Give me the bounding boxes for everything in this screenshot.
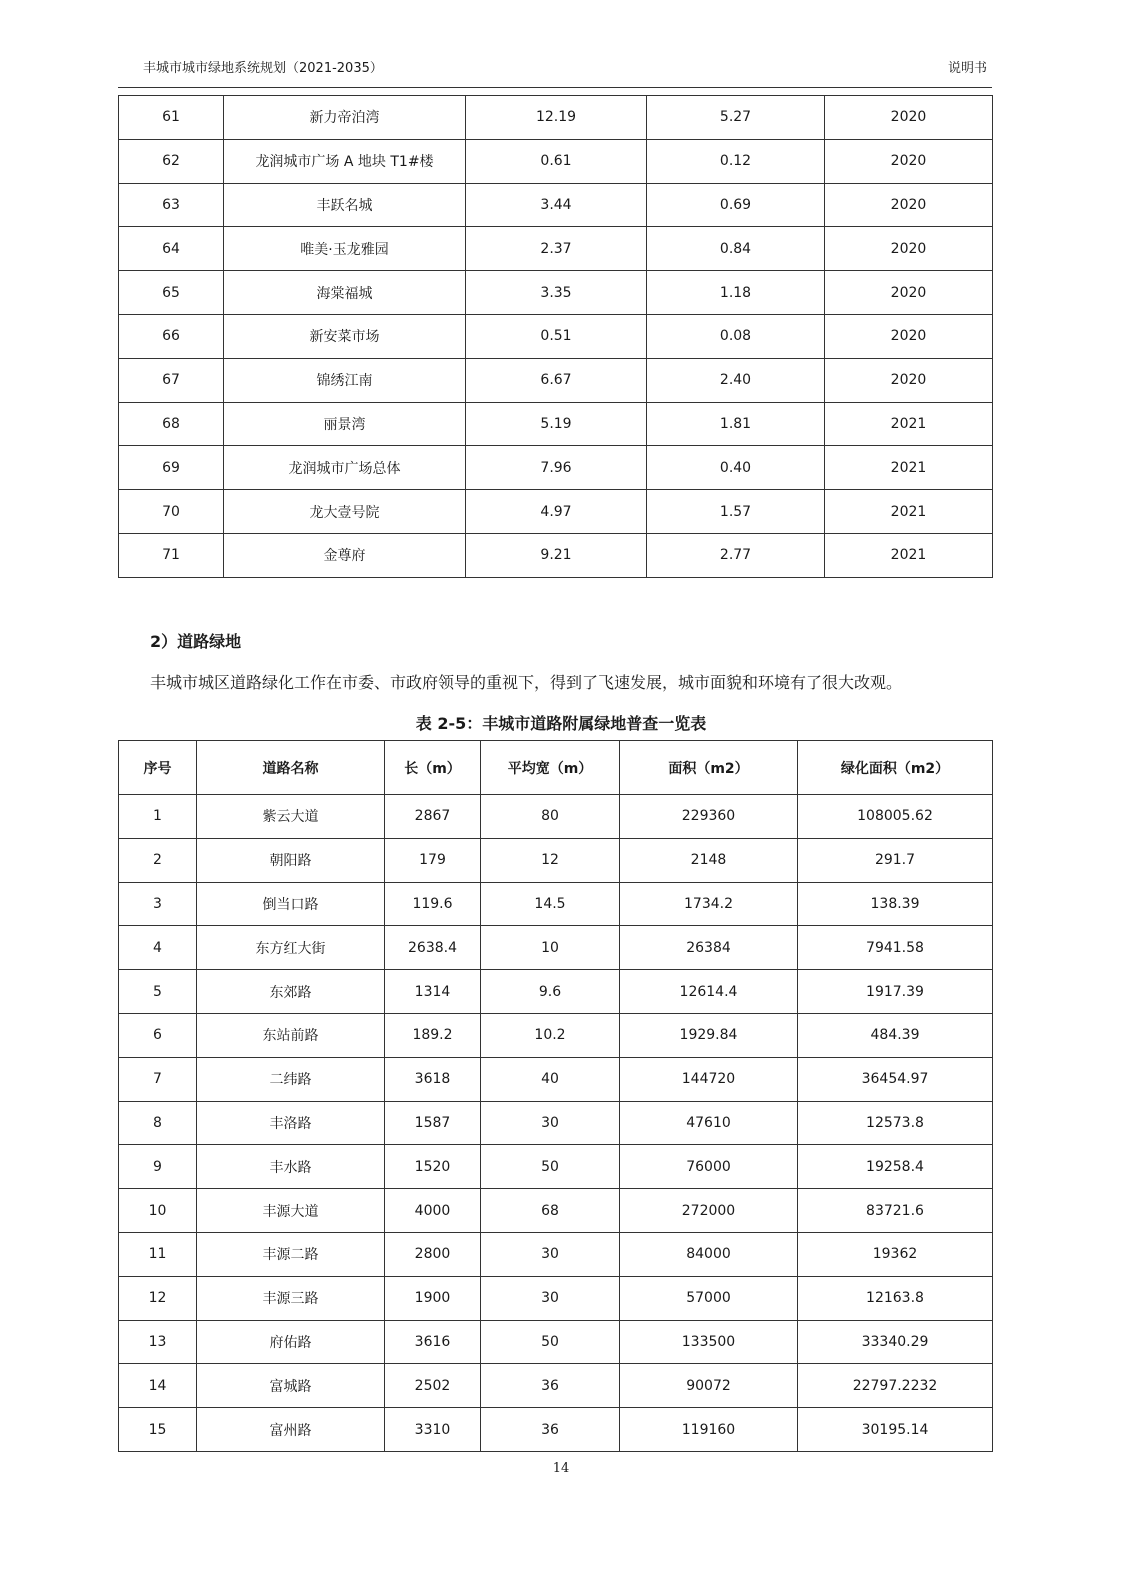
cell-road-name: 富州路 — [197, 1408, 385, 1452]
cell-length: 4000 — [385, 1189, 481, 1233]
header-divider — [118, 87, 992, 88]
cell-average-width: 50 — [481, 1145, 620, 1189]
cell-average-width: 80 — [481, 795, 620, 839]
cell-year: 2020 — [825, 358, 993, 402]
cell-name: 唯美·玉龙雅园 — [224, 227, 466, 271]
cell-green-area: 7941.58 — [798, 926, 993, 970]
greenspace-table-continued — [118, 95, 993, 578]
cell-value-2: 2.40 — [647, 358, 825, 402]
cell-area: 47610 — [620, 1101, 798, 1145]
greenspace-table-body — [119, 96, 993, 578]
cell-green-area: 19362 — [798, 1232, 993, 1276]
cell-name: 新安菜市场 — [224, 314, 466, 358]
cell-index: 12 — [119, 1276, 197, 1320]
cell-value-2: 0.08 — [647, 314, 825, 358]
document-section-label: 说明书 — [947, 61, 987, 76]
cell-length: 189.2 — [385, 1013, 481, 1057]
cell-area: 2148 — [620, 838, 798, 882]
cell-road-name: 丰洛路 — [197, 1101, 385, 1145]
cell-value-1: 7.96 — [466, 446, 647, 490]
cell-green-area: 83721.6 — [798, 1189, 993, 1233]
header-road-name: 道路名称 — [197, 741, 385, 795]
cell-index: 2 — [119, 838, 197, 882]
cell-road-name: 富城路 — [197, 1364, 385, 1408]
cell-value-2: 2.77 — [647, 533, 825, 577]
cell-average-width: 36 — [481, 1364, 620, 1408]
cell-average-width: 12 — [481, 838, 620, 882]
cell-index: 66 — [119, 314, 224, 358]
cell-green-area: 36454.97 — [798, 1057, 993, 1101]
cell-green-area: 291.7 — [798, 838, 993, 882]
cell-average-width: 14.5 — [481, 882, 620, 926]
cell-value-1: 5.19 — [466, 402, 647, 446]
cell-name: 龙润城市广场 A 地块 T1#楼 — [224, 139, 466, 183]
cell-value-1: 4.97 — [466, 490, 647, 534]
cell-index: 5 — [119, 970, 197, 1014]
cell-average-width: 10 — [481, 926, 620, 970]
cell-area: 272000 — [620, 1189, 798, 1233]
header-average-width: 平均宽（m） — [481, 741, 620, 795]
cell-index: 61 — [119, 96, 224, 140]
cell-length: 2800 — [385, 1232, 481, 1276]
cell-year: 2021 — [825, 490, 993, 534]
road-greenspace-table — [118, 740, 993, 1452]
cell-value-1: 12.19 — [466, 96, 647, 140]
cell-value-2: 1.18 — [647, 271, 825, 315]
table-header-row — [119, 741, 993, 795]
table-row — [119, 1276, 993, 1320]
cell-road-name: 府佑路 — [197, 1320, 385, 1364]
cell-average-width: 40 — [481, 1057, 620, 1101]
cell-value-2: 5.27 — [647, 96, 825, 140]
table-row — [119, 227, 993, 271]
cell-green-area: 30195.14 — [798, 1408, 993, 1452]
cell-index: 1 — [119, 795, 197, 839]
cell-length: 119.6 — [385, 882, 481, 926]
cell-green-area: 22797.2232 — [798, 1364, 993, 1408]
cell-value-1: 0.51 — [466, 314, 647, 358]
cell-name: 龙大壹号院 — [224, 490, 466, 534]
cell-index: 63 — [119, 183, 224, 227]
table-row — [119, 1232, 993, 1276]
table-row — [119, 926, 993, 970]
table-row — [119, 838, 993, 882]
cell-index: 62 — [119, 139, 224, 183]
cell-index: 65 — [119, 271, 224, 315]
table-caption: 表 2-5：丰城市道路附属绿地普查一览表 — [415, 714, 707, 733]
cell-value-1: 3.35 — [466, 271, 647, 315]
cell-green-area: 138.39 — [798, 882, 993, 926]
cell-average-width: 9.6 — [481, 970, 620, 1014]
cell-green-area: 12573.8 — [798, 1101, 993, 1145]
cell-length: 3310 — [385, 1408, 481, 1452]
cell-length: 3616 — [385, 1320, 481, 1364]
cell-area: 12614.4 — [620, 970, 798, 1014]
cell-length: 1520 — [385, 1145, 481, 1189]
cell-length: 179 — [385, 838, 481, 882]
table-row — [119, 314, 993, 358]
cell-area: 1929.84 — [620, 1013, 798, 1057]
cell-index: 68 — [119, 402, 224, 446]
cell-index: 71 — [119, 533, 224, 577]
road-table-body — [119, 795, 993, 1452]
cell-area: 144720 — [620, 1057, 798, 1101]
cell-road-name: 丰源大道 — [197, 1189, 385, 1233]
cell-index: 9 — [119, 1145, 197, 1189]
table-row — [119, 1145, 993, 1189]
cell-area: 119160 — [620, 1408, 798, 1452]
cell-length: 1314 — [385, 970, 481, 1014]
cell-index: 10 — [119, 1189, 197, 1233]
cell-area: 1734.2 — [620, 882, 798, 926]
cell-length: 2867 — [385, 795, 481, 839]
cell-year: 2020 — [825, 139, 993, 183]
cell-year: 2020 — [825, 96, 993, 140]
cell-area: 84000 — [620, 1232, 798, 1276]
cell-value-2: 1.81 — [647, 402, 825, 446]
header-index: 序号 — [119, 741, 197, 795]
cell-name: 丽景湾 — [224, 402, 466, 446]
cell-name: 海棠福城 — [224, 271, 466, 315]
cell-area: 57000 — [620, 1276, 798, 1320]
cell-road-name: 东站前路 — [197, 1013, 385, 1057]
cell-index: 67 — [119, 358, 224, 402]
table-row — [119, 882, 993, 926]
cell-average-width: 36 — [481, 1408, 620, 1452]
cell-value-1: 0.61 — [466, 139, 647, 183]
cell-average-width: 10.2 — [481, 1013, 620, 1057]
header-length: 长（m） — [385, 741, 481, 795]
running-header — [143, 57, 987, 76]
cell-index: 13 — [119, 1320, 197, 1364]
cell-length: 2638.4 — [385, 926, 481, 970]
cell-name: 龙润城市广场总体 — [224, 446, 466, 490]
cell-value-2: 0.12 — [647, 139, 825, 183]
cell-average-width: 30 — [481, 1101, 620, 1145]
cell-average-width: 50 — [481, 1320, 620, 1364]
cell-area: 90072 — [620, 1364, 798, 1408]
table-row — [119, 533, 993, 577]
cell-road-name: 紫云大道 — [197, 795, 385, 839]
table-row — [119, 1408, 993, 1452]
cell-name: 丰跃名城 — [224, 183, 466, 227]
cell-road-name: 朝阳路 — [197, 838, 385, 882]
cell-value-1: 3.44 — [466, 183, 647, 227]
table-row — [119, 490, 993, 534]
header-green-area: 绿化面积（m2） — [798, 741, 993, 795]
cell-value-2: 0.69 — [647, 183, 825, 227]
cell-road-name: 东方红大街 — [197, 926, 385, 970]
cell-green-area: 1917.39 — [798, 970, 993, 1014]
cell-length: 1900 — [385, 1276, 481, 1320]
table-row — [119, 1057, 993, 1101]
cell-green-area: 12163.8 — [798, 1276, 993, 1320]
cell-average-width: 30 — [481, 1276, 620, 1320]
cell-index: 6 — [119, 1013, 197, 1057]
cell-index: 3 — [119, 882, 197, 926]
section-heading: 2）道路绿地 — [150, 632, 242, 651]
table-row — [119, 402, 993, 446]
cell-index: 70 — [119, 490, 224, 534]
document-title: 丰城市城市绿地系统规划（2021-2035） — [143, 61, 383, 76]
cell-value-2: 0.84 — [647, 227, 825, 271]
cell-index: 4 — [119, 926, 197, 970]
table-row — [119, 1320, 993, 1364]
cell-length: 3618 — [385, 1057, 481, 1101]
cell-value-2: 0.40 — [647, 446, 825, 490]
cell-value-1: 9.21 — [466, 533, 647, 577]
cell-index: 11 — [119, 1232, 197, 1276]
cell-length: 2502 — [385, 1364, 481, 1408]
cell-road-name: 丰源二路 — [197, 1232, 385, 1276]
cell-value-1: 2.37 — [466, 227, 647, 271]
table-row — [119, 446, 993, 490]
cell-road-name: 倒当口路 — [197, 882, 385, 926]
table-row — [119, 96, 993, 140]
cell-year: 2020 — [825, 271, 993, 315]
table-row — [119, 1189, 993, 1233]
cell-road-name: 二纬路 — [197, 1057, 385, 1101]
table-row — [119, 795, 993, 839]
cell-index: 69 — [119, 446, 224, 490]
cell-area: 133500 — [620, 1320, 798, 1364]
cell-green-area: 484.39 — [798, 1013, 993, 1057]
cell-year: 2020 — [825, 314, 993, 358]
cell-year: 2020 — [825, 183, 993, 227]
cell-name: 新力帝泊湾 — [224, 96, 466, 140]
table-row — [119, 1013, 993, 1057]
page-number: 14 — [552, 1461, 570, 1476]
table-row — [119, 970, 993, 1014]
table-row — [119, 139, 993, 183]
cell-index: 14 — [119, 1364, 197, 1408]
table-row — [119, 358, 993, 402]
cell-year: 2021 — [825, 402, 993, 446]
cell-road-name: 丰源三路 — [197, 1276, 385, 1320]
cell-name: 金尊府 — [224, 533, 466, 577]
table-row — [119, 183, 993, 227]
cell-area: 229360 — [620, 795, 798, 839]
cell-index: 7 — [119, 1057, 197, 1101]
cell-name: 锦绣江南 — [224, 358, 466, 402]
table-row — [119, 271, 993, 315]
cell-year: 2021 — [825, 533, 993, 577]
cell-average-width: 68 — [481, 1189, 620, 1233]
cell-road-name: 东郊路 — [197, 970, 385, 1014]
table-row — [119, 1364, 993, 1408]
cell-value-1: 6.67 — [466, 358, 647, 402]
cell-index: 15 — [119, 1408, 197, 1452]
header-area: 面积（m2） — [620, 741, 798, 795]
body-paragraph: 丰城市城区道路绿化工作在市委、市政府领导的重视下，得到了飞速发展，城市面貌和环境有了很大改观。 — [150, 673, 903, 692]
cell-length: 1587 — [385, 1101, 481, 1145]
cell-green-area: 108005.62 — [798, 795, 993, 839]
cell-average-width: 30 — [481, 1232, 620, 1276]
cell-year: 2020 — [825, 227, 993, 271]
cell-area: 26384 — [620, 926, 798, 970]
cell-road-name: 丰水路 — [197, 1145, 385, 1189]
cell-index: 8 — [119, 1101, 197, 1145]
cell-green-area: 19258.4 — [798, 1145, 993, 1189]
cell-year: 2021 — [825, 446, 993, 490]
cell-green-area: 33340.29 — [798, 1320, 993, 1364]
cell-value-2: 1.57 — [647, 490, 825, 534]
cell-index: 64 — [119, 227, 224, 271]
cell-area: 76000 — [620, 1145, 798, 1189]
table-row — [119, 1101, 993, 1145]
